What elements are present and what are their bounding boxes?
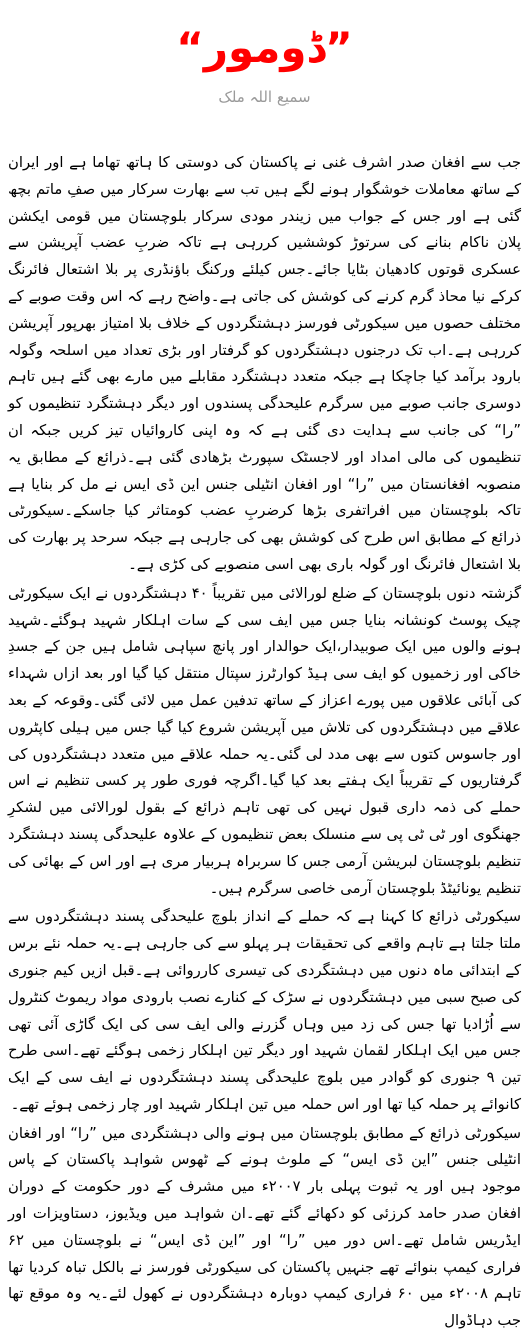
article-title: ”ڈومور“ <box>176 23 353 72</box>
article-paragraph: سیکورٹی ذرائع کا کہنا ہے کہ حملے کے انداز بلوچ علیحدگی پسند دہشتگردوں سے ملتا جلتا ہے تاہم واقعے کی تحقیقات ہر پہلو سے کی جارہی ہے۔یہ حملہ نئے برس کے ابتدائی ماہ دنوں میں دہشتگردی کی تیسری کارروائی ہے۔قبل ازیں کیم جنوری کی صبح سبی میں دہشتگردوں نے سڑک کے کنارے نصب بارودی مواد ریموٹ کنٹرول سے اُڑادیا تھا جس کی زد میں وہاں گزرنے والی ایف سی کی ایک گاڑی آئی تھی جس میں ایک اہلکار لقمان شہید اور دیگر تین اہلکار زخمی ہوگئے تھے۔اسی طرح تین ۹ جنوری کو گوادر میں بلوچ علیحدگی پسند دہشتگردوں نے ایف سی کے ایک کانوائے پر حملہ کیا تھا اور اس حملہ میں تین اہلکار شہید اور چار زخمی ہوئے تھے۔ <box>8 908 521 1113</box>
article-paragraph: سیکورٹی ذرائع کے مطابق بلوچستان میں ہونے والی دہشتگردی میں ”را“ اور افغان انٹیلی جنس ”این ڈی ایس“ کے ملوث ہونے کے ٹھوس شواہد پاکستان کے پاس موجود ہیں اور یہ ثبوت پہلی بار ۲۰۰۷ء میں مشرف کے دور حکومت کے دوران افغان صدر حامد کرزئی کو دکھائے گئے تھے۔ان شواہد میں ویڈیوز، دستاویزات اور ایڈریس شامل تھے۔اس دور میں ”را“ اور ”این ڈی ایس“ نے بلوچستان میں ۶۲ فراری کیمپ بنوائے تھے جنہیں پاکستان کی سیکورٹی فورسز نے بالکل تباہ کردیا تھا تاہم ۲۰۰۸ء میں ۶۰ فراری کیمپ دوبارہ دہشتگردوں نے کھول لئے۔یہ وہ موقع تھا جب دہاڈوال <box>8 1124 521 1330</box>
article-body <box>8 150 521 1330</box>
article-paragraph: جب سے افغان صدر اشرف غنی نے پاکستان کی دوستی کا ہاتھ تھاما ہے اور ایران کے ساتھ معاملات خوشگوار ہونے لگے ہیں تب سے بھارت سرکار میں صفِ ماتم بچھ گئی ہے اور جس کے جواب میں زیندر مودی سرکار بلوچستان میں قومی ایکشن پلان ناکام بنانے کی سرتوڑ کوششیں کررہی ہے تاکہ ضربِ عضب آپریشن سے عسکری قوتوں کادھیان بٹایا جائے۔جس کیلئے ورکنگ باؤنڈری پر بلا اشتعال فائرنگ کرکے نیا محاذ گرم کرنے کی کوشش کی جاتی ہے۔واضح رہے کہ اس وقت صوبے کے مختلف حصوں میں سیکورٹی فورسز دہشتگردوں کے خلاف بلا امتیاز بھرپور آپریشن کررہی ہے۔اب تک درجنوں دہشتگردوں کو گرفتار اور بڑی تعداد میں اسلحہ وگولہ بارود برآمد کیا جاچکا ہے جبکہ متعدد دہشتگرد مقابلے میں مارے بھی گئے ہیں تاہم دوسری جانب صوبے میں سرگرم علیحدگی پسندوں اور دیگر دہشتگرد تنظیموں کو ”را“ کی جانب سے ہدایت دی گئی ہے کہ وہ اپنی کاروائیاں تیز کریں جبکہ ان تنظیموں کی مالی امداد اور لاجسٹک سپورٹ بڑھادی گئی ہے۔ذرائع کے مطابق یہ منصوبہ افغانستان میں ”را“ اور افغان انٹیلی جنس این ڈی ایس نے مل کر بنایا ہے تاکہ بلوچستان میں افراتفری بڑھا کرضربِ عضب کومتاثر کیا جاسکے۔سیکورٹی ذرائع کے مطابق اس طرح کی کوشش بھی کی جارہی ہے جبکہ سرحد پر بھارت کی بلا اشتعال فائرنگ اور گولہ باری بھی اسی منصوبے کی کڑی ہے۔ <box>8 154 521 573</box>
article-paragraph: گزشتہ دنوں بلوچستان کے ضلع لورالائی میں تقریباً ۴۰ دہشتگردوں نے ایک سیکورٹی چیک پوسٹ کونشانہ بنایا جس میں ایف سی کے سات اہلکار شہید ہوگئے۔شہید ہونے والوں میں ایک صوبیدار،ایک حوالدار اور پانچ سپاہی شامل ہیں جن کے جسدِ خاکی اور زخمیوں کو ایف سی ہیڈ کوارٹرز سپتال منتقل کیا گیا اور بعد ازاں شہداء کی آبائی علاقوں میں پورے اعزاز کے ساتھ تدفین عمل میں لائی گئی۔وقوعہ کے بعد علاقے میں دہشتگردوں کی تلاش میں آپریشن شروع کیا گیا جس میں ہیلی کاپٹروں اور جاسوس کتوں سے بھی مدد لی گئی۔یہ حملہ علاقے میں متعدد دہشتگردوں کی گرفتاریوں کے تقریباً ایک ہفتے بعد کیا گیا۔اگرچہ فوری طور پر کسی تنظیم نے اس حملے کی ذمہ داری قبول نہیں کی تھی تاہم ذرائع کے بقول لورالائی میں لشکرِ جھنگوی اور ٹی ٹی پی سے منسلک بعض تنظیموں کے علاوہ علیحدگی پسند دہشتگرد تنظیم بلوچستان لبریشن آرمی جس کا سربراہ ہربیار مری ہے اور اس کے بھائی کی تنظیم یونائیٹڈ بلوچستان آرمی خاصی سرگرم ہیں۔ <box>8 584 521 897</box>
author-byline: سمیع اللہ ملک <box>218 88 311 106</box>
